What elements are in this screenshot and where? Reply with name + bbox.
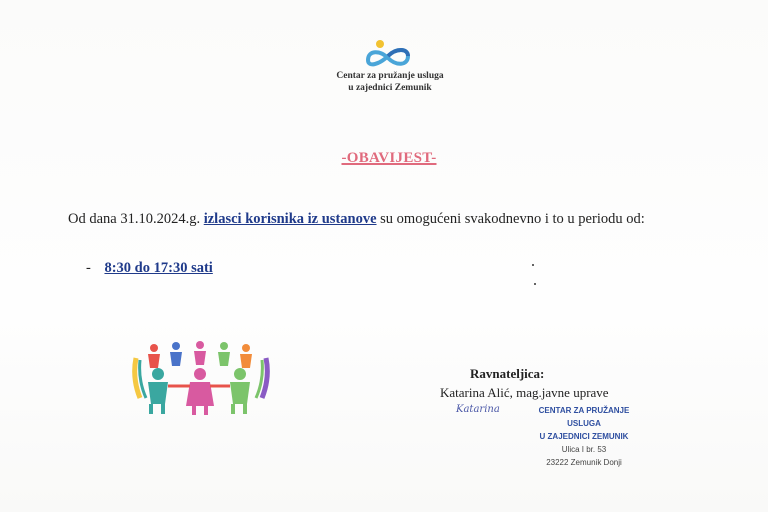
notice-para-start: Od dana 31.10.2024.g. bbox=[68, 211, 204, 227]
people-circle-icon bbox=[132, 338, 272, 418]
notice-highlight: izlasci korisnika iz ustanove bbox=[203, 211, 377, 227]
stray-dot bbox=[532, 264, 534, 266]
stray-dot bbox=[534, 283, 536, 285]
figure-front-row bbox=[148, 368, 250, 415]
stamp-line3: Ulica I br. 53 bbox=[561, 445, 607, 454]
figure-back-row bbox=[148, 341, 252, 368]
notice-title bbox=[0, 150, 768, 167]
stamp-line2: U ZAJEDNICI ZEMUNIK bbox=[539, 432, 629, 441]
notice-paragraph bbox=[68, 208, 728, 230]
stamp-line4: 23222 Zemunik Donji bbox=[546, 458, 622, 467]
notice-para-end: su omogućeni svakodnevno i to u periodu od: bbox=[376, 211, 645, 227]
notice-title-text: -OBAVIJEST- bbox=[341, 150, 437, 166]
org-name-line1: Centar za pružanje usluga bbox=[336, 71, 444, 81]
org-name-line2: u zajednici Zemunik bbox=[348, 83, 432, 93]
time-range-item bbox=[86, 260, 213, 277]
signature-role: Ravnateljica: bbox=[470, 366, 545, 381]
org-logo-icon bbox=[362, 38, 414, 70]
org-name bbox=[300, 70, 480, 94]
official-stamp bbox=[526, 404, 642, 469]
handwritten-signature: Katarina bbox=[456, 404, 500, 415]
list-dash: - bbox=[86, 260, 91, 276]
stamp-line1: CENTAR ZA PRUŽANJE USLUGA bbox=[538, 406, 630, 428]
time-range-text: 8:30 do 17:30 sati bbox=[104, 260, 213, 276]
signature-name: Katarina Alić, mag.javne uprave bbox=[440, 385, 609, 400]
